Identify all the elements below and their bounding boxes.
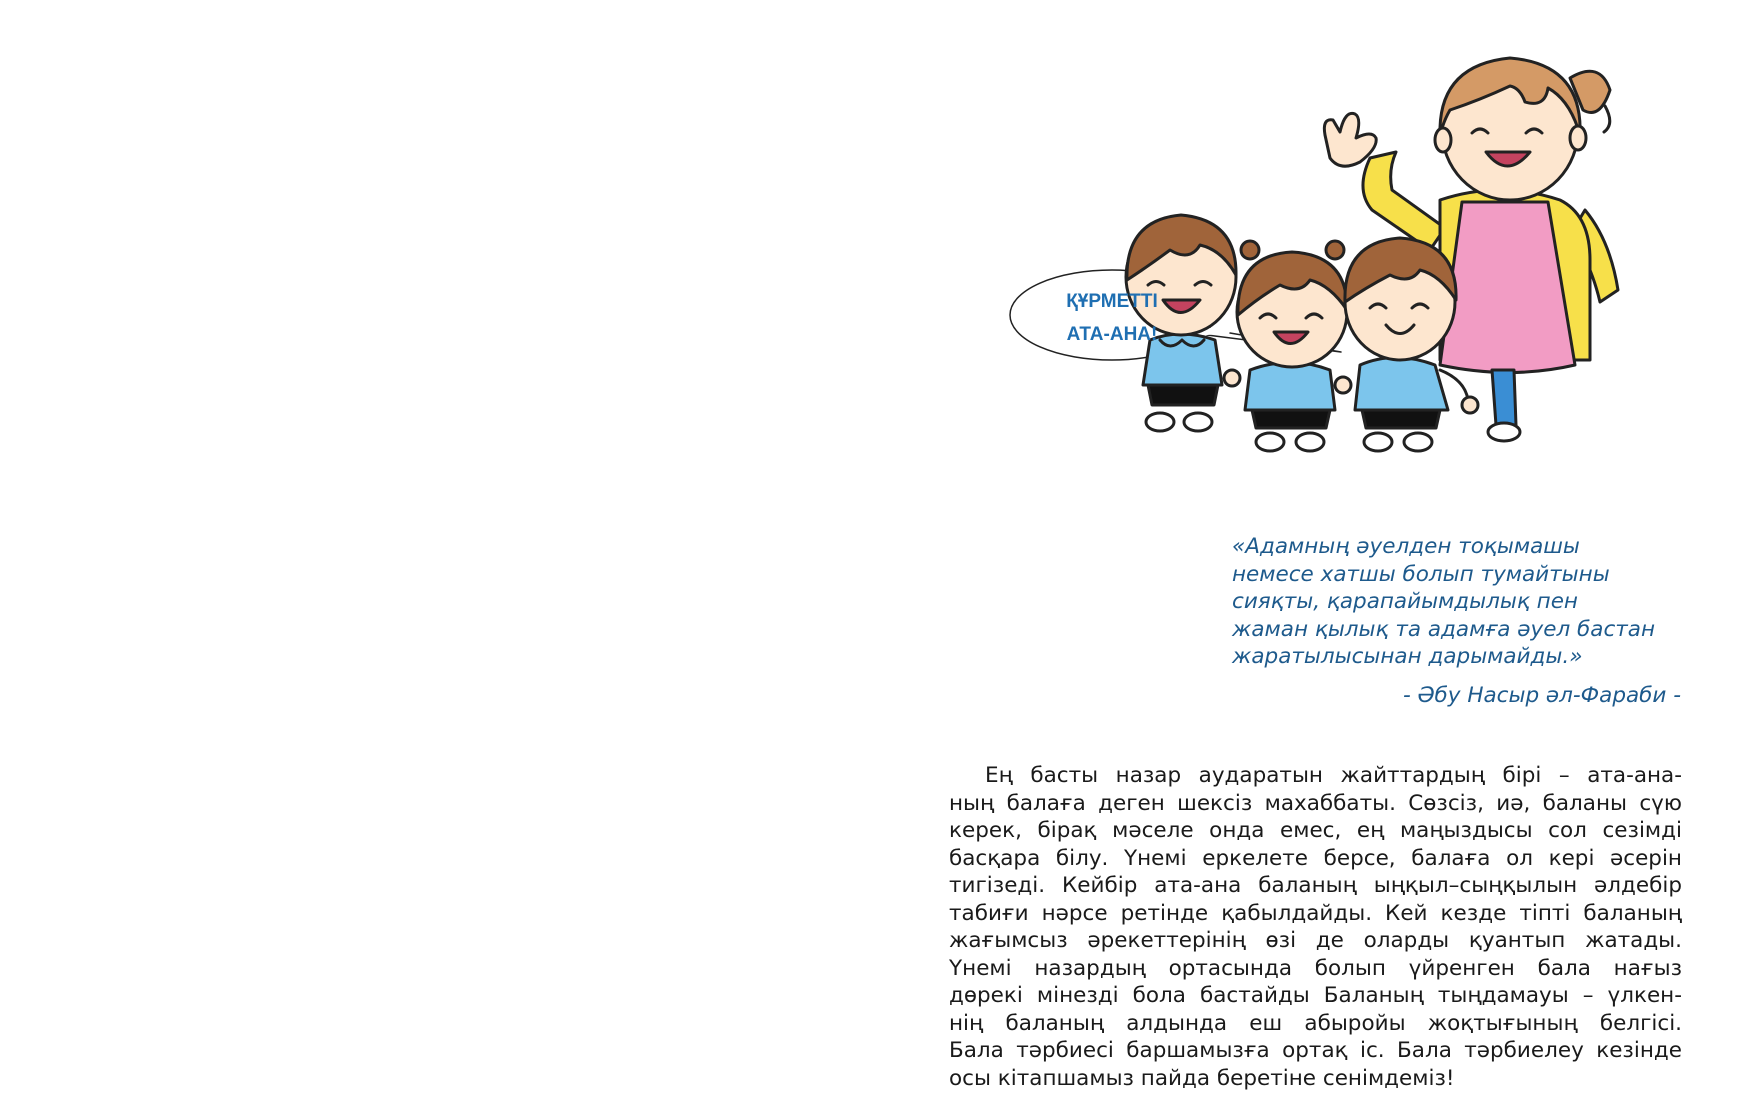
body-line: жағымсыз әрекеттерінің өзі де оларды қуантып жатады. [949,928,1682,953]
teacher-with-children-illustration [1000,40,1660,480]
body-line: тигізеді. Кейбір ата-ана баланың ыңқыл–сыңқылын әлдебір [949,873,1682,898]
body-line: осы кітапшамыз пайда беретіне сенімдеміз! [949,1065,1455,1091]
quote-line: «Адамның әуелден тоқымашы [1232,534,1580,559]
quote-attribution: - Әбу Насыр әл-Фараби - [1402,683,1681,708]
speech-bubble-text [1017,285,1207,351]
epigraph-quote [1232,533,1682,671]
child-figure-middle [1237,241,1347,451]
body-line: нің баланың алдында еш абыройы жоқтығының белгісі. [949,1010,1682,1036]
speech-bubble-line-2: АТА-АНА! [1066,324,1158,345]
quote-line: сияқты, қарапайымдылық пен [1232,589,1578,614]
body-line: ның балаға деген шексіз махаббаты. Сөзсіз, иә, баланы сүю [949,790,1682,816]
body-line: Үнемі назардың ортасында болып үйренген бала нағыз [949,955,1682,981]
quote-line: немесе хатшы болып тумайтыны [1232,561,1610,587]
quote-line: жаратылысынан дарымайды.» [1232,644,1583,669]
body-line: табиғи нәрсе ретінде қабылдайды. Кей кезде тіпті баланың [949,900,1682,926]
body-line: басқара білу. Үнемі еркелете берсе, балаға ол кері әсерін [949,845,1682,871]
body-paragraph [949,762,1682,1092]
body-line: дөрекі мінезді бола бастайды Баланың тыңдамауы – үлкен- [949,983,1682,1008]
quote-line: жаман қылық та адамға әуел бастан [1232,616,1656,642]
body-line: керек, бірақ мәселе онда емес, ең маңыздысы сол сезімді [949,818,1682,843]
body-line: Ең басты назар аударатын жайттардың бірі – ата-ана- [985,763,1682,788]
speech-bubble-line-1: ҚҰРМЕТТІ [1066,291,1158,312]
body-line: Бала тәрбиесі баршамызға ортақ іс. Бала тәрбиелеу кезінде [949,1038,1682,1063]
